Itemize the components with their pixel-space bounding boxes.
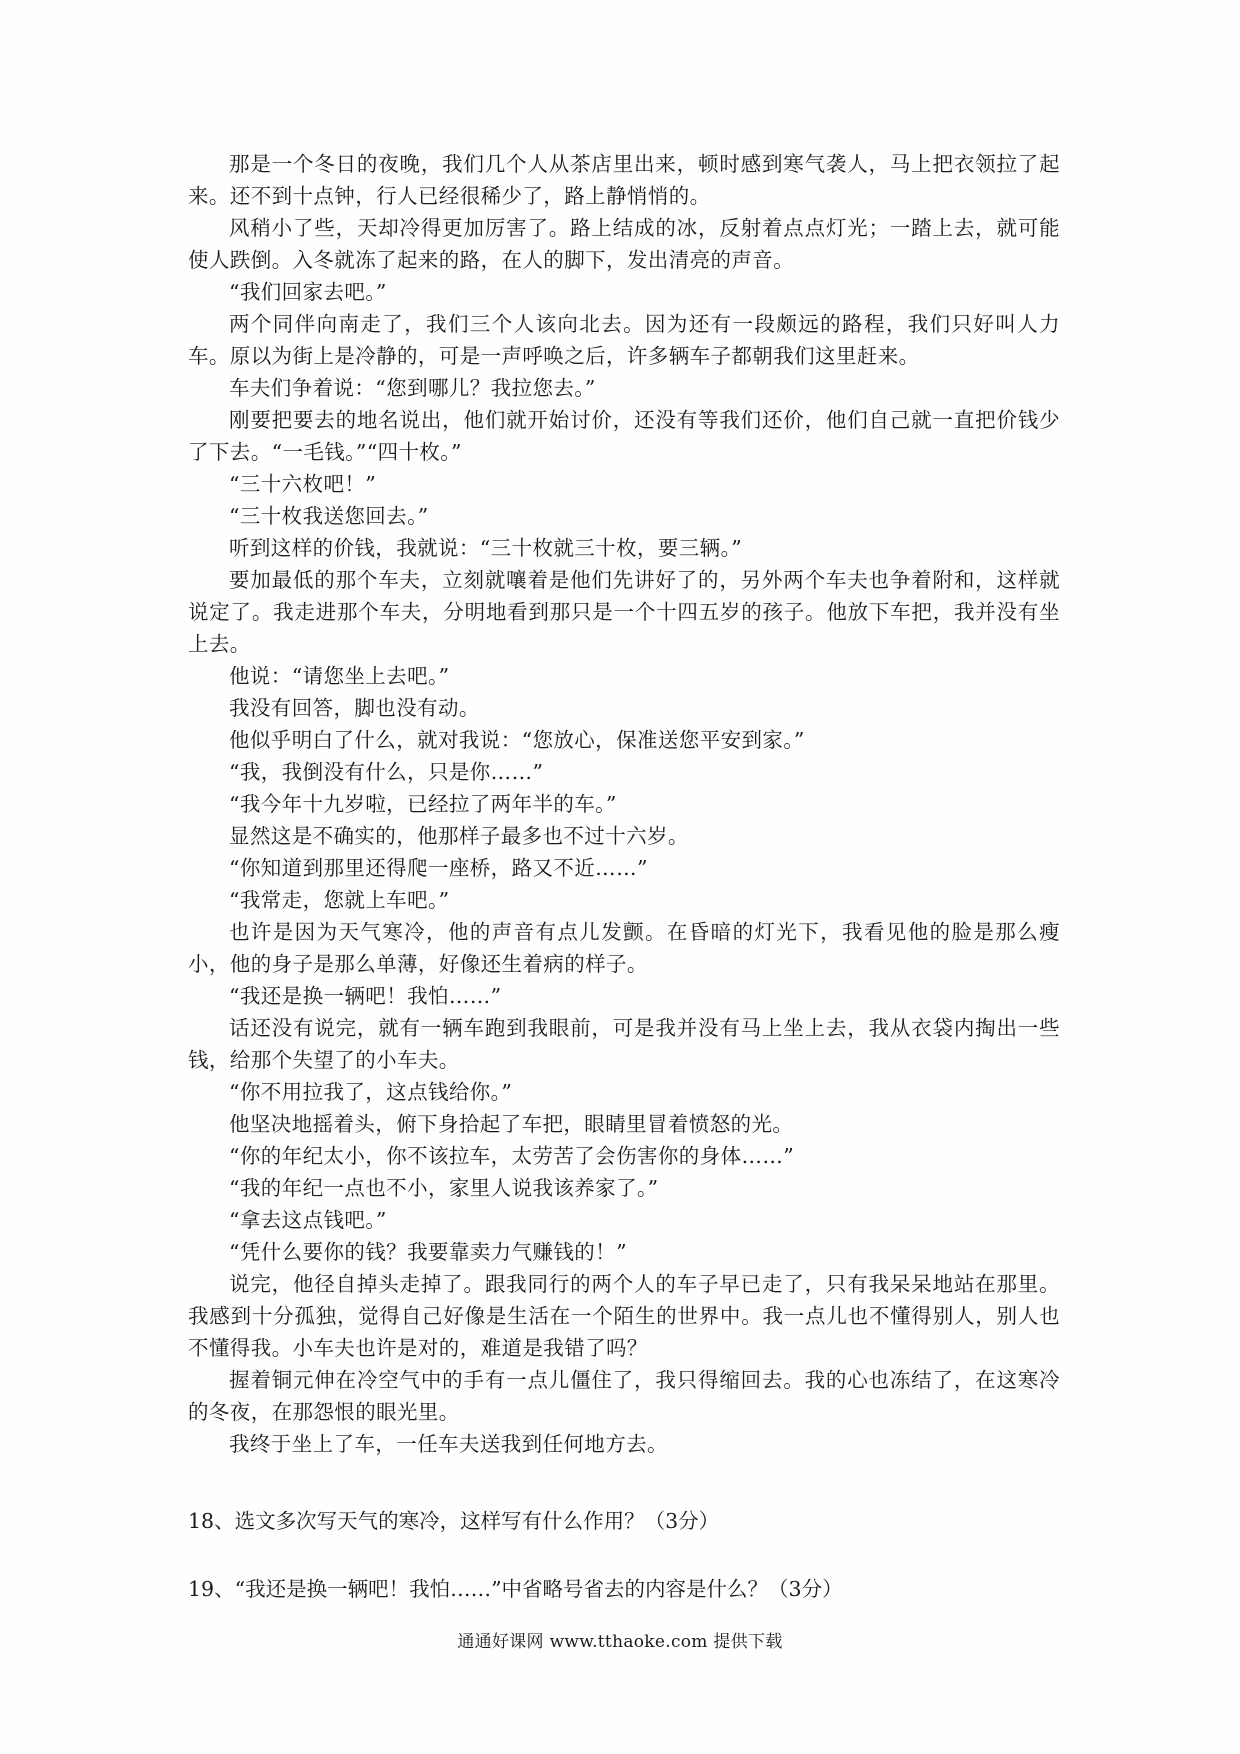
paragraph: “我的年纪一点也不小，家里人说我该养家了。” — [229, 1176, 659, 1200]
paragraph: “三十枚我送您回去。” — [229, 504, 429, 528]
paragraph: “三十六枚吧！” — [229, 472, 377, 496]
paragraph: 他坚决地摇着头，俯下身拾起了车把，眼睛里冒着愤怒的光。 — [229, 1112, 794, 1136]
paragraph: “我们回家去吧。” — [229, 280, 387, 304]
paragraph: 风稍小了些，天却冷得更加厉害了。路上结成的冰，反射着点点灯光；一踏上去，就可能使人跌倒。入冬就冻了起来的路，在人的脚下，发出清亮的声音。 — [188, 216, 1060, 272]
paragraph: “我今年十九岁啦，已经拉了两年半的车。” — [229, 792, 617, 816]
paragraph: 显然这是不确实的，他那样子最多也不过十六岁。 — [229, 824, 689, 848]
paragraph: 我没有回答，脚也没有动。 — [229, 696, 480, 720]
paragraph: 话还没有说完，就有一辆车跑到我眼前，可是我并没有马上坐上去，我从衣袋内掏出一些钱，给那个失望了的小车夫。 — [188, 1016, 1060, 1072]
download-footer: 通通好课网 www.tthaoke.com 提供下载 — [457, 1632, 783, 1652]
paragraph: 说完，他径自掉头走掉了。跟我同行的两个人的车子早已走了，只有我呆呆地站在那里。我感到十分孤独，觉得自己好像是生活在一个陌生的世界中。我一点儿也不懂得别人，别人也不懂得我。小车夫也许是对的，难道是我错了吗？ — [188, 1272, 1060, 1360]
paragraph: “你不用拉我了，这点钱给你。” — [229, 1080, 513, 1104]
paragraph: 刚要把要去的地名说出，他们就开始讨价，还没有等我们还价，他们自己就一直把价钱少了下去。“一毛钱。”“四十枚。” — [188, 408, 1060, 464]
paragraph: 他说：“请您坐上去吧。” — [229, 664, 450, 688]
paragraph: 要加最低的那个车夫，立刻就嚷着是他们先讲好了的，另外两个车夫也争着附和，这样就说定了。我走进那个车夫，分明地看到那只是一个十四五岁的孩子。他放下车把，我并没有坐上去。 — [188, 568, 1060, 656]
question-19: 19、“我还是换一辆吧！我怕……”中省略号省去的内容是什么？（3分） — [188, 1577, 843, 1601]
reading-passage — [188, 148, 1060, 1460]
paragraph: 两个同伴向南走了，我们三个人该向北去。因为还有一段颇远的路程，我们只好叫人力车。原以为街上是冷静的，可是一声呼唤之后，许多辆车子都朝我们这里赶来。 — [188, 312, 1060, 368]
paragraph: 那是一个冬日的夜晚，我们几个人从茶店里出来，顿时感到寒气袭人，马上把衣领拉了起来。还不到十点钟，行人已经很稀少了，路上静悄悄的。 — [188, 152, 1060, 208]
paragraph: 他似乎明白了什么，就对我说：“您放心，保准送您平安到家。” — [229, 728, 805, 752]
paragraph: “你的年纪太小，你不该拉车，太劳苦了会伤害你的身体……” — [229, 1144, 795, 1168]
paragraph: 听到这样的价钱，我就说：“三十枚就三十枚，要三辆。” — [229, 536, 743, 560]
paragraph: “你知道到那里还得爬一座桥，路又不近……” — [229, 856, 648, 880]
paragraph: “我还是换一辆吧！我怕……” — [229, 984, 502, 1008]
question-list — [188, 1505, 1060, 1641]
paragraph: “我，我倒没有什么，只是你……” — [229, 760, 544, 784]
question-18: 18、选文多次写天气的寒冷，这样写有什么作用？（3分） — [188, 1509, 720, 1533]
paragraph: 车夫们争着说：“您到哪儿？我拉您去。” — [229, 376, 596, 400]
paragraph: 握着铜元伸在冷空气中的手有一点儿僵住了，我只得缩回去。我的心也冻结了，在这寒冷的冬夜，在那怨恨的眼光里。 — [188, 1368, 1060, 1424]
paragraph: “拿去这点钱吧。” — [229, 1208, 387, 1232]
paragraph: “我常走，您就上车吧。” — [229, 888, 450, 912]
paragraph: “凭什么要你的钱？我要靠卖力气赚钱的！” — [229, 1240, 627, 1264]
paragraph: 我终于坐上了车，一任车夫送我到任何地方去。 — [229, 1432, 668, 1456]
paragraph: 也许是因为天气寒冷，他的声音有点儿发颤。在昏暗的灯光下，我看见他的脸是那么瘦小，他的身子是那么单薄，好像还生着病的样子。 — [188, 920, 1060, 976]
